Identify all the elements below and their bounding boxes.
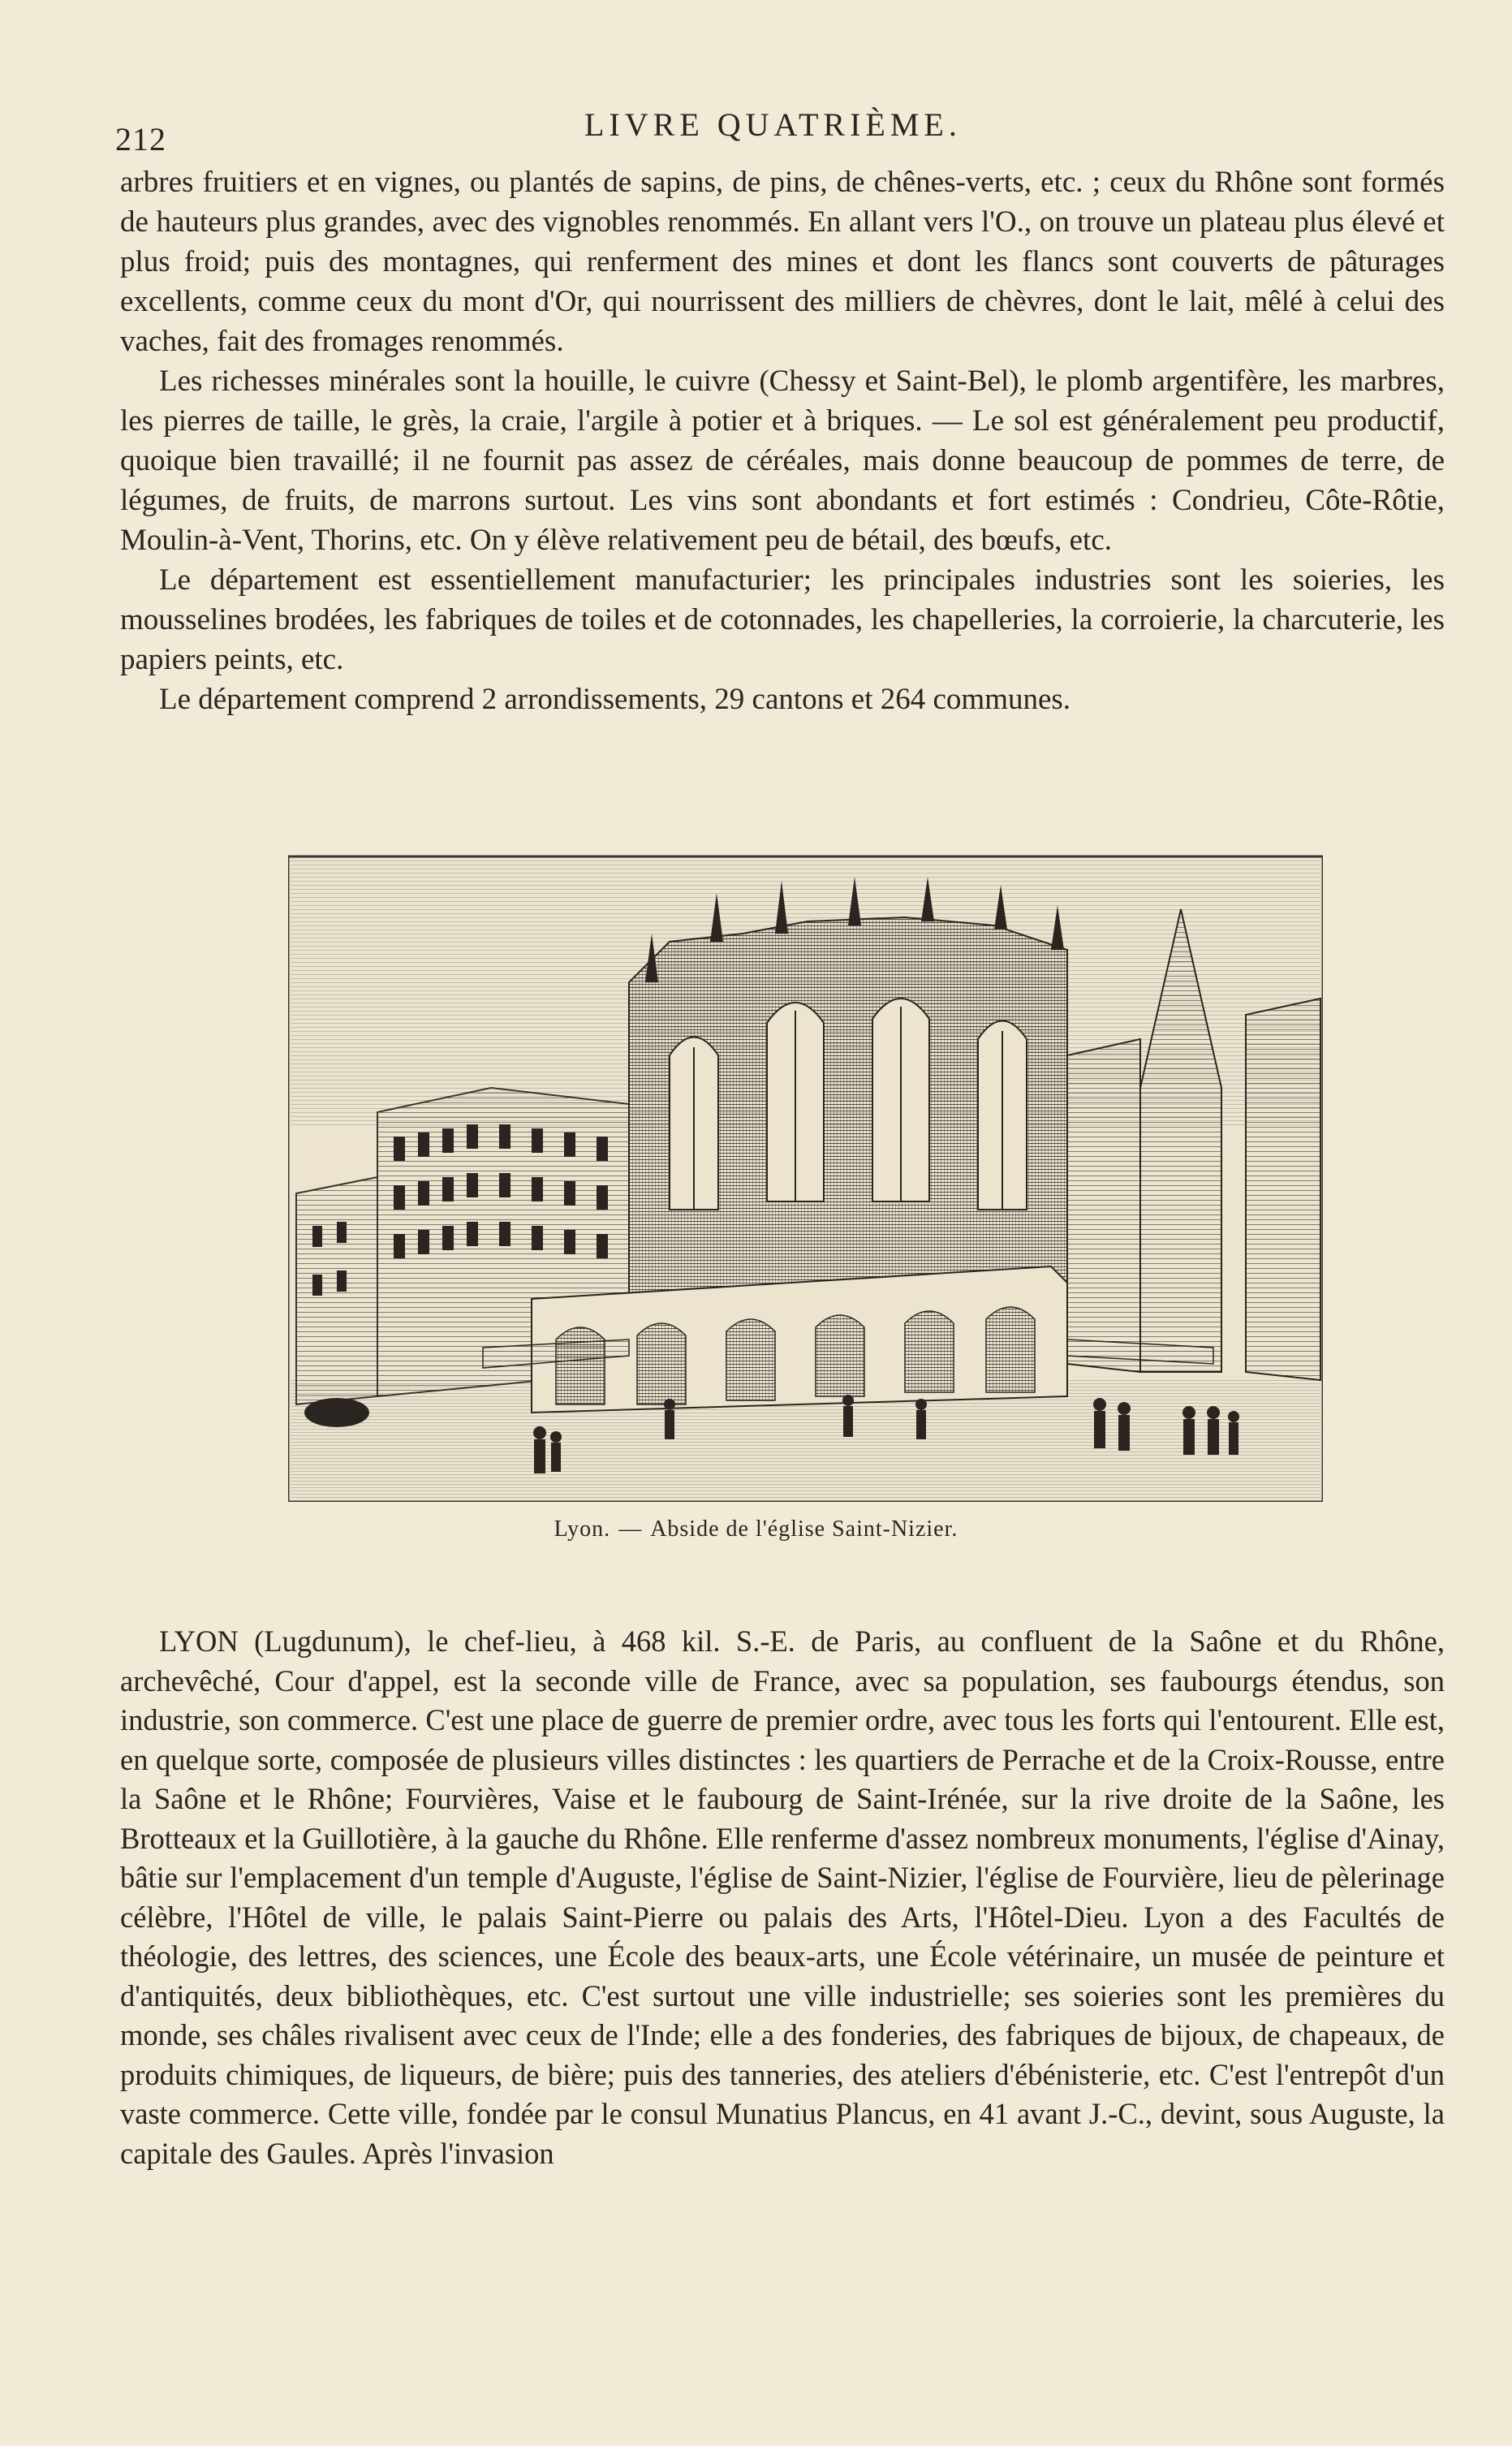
paragraph: LYON (Lugdunum), le chef-lieu, à 468 kil. S.-E. de Paris, au confluent de la Saône et du Rhône, archevêché, Cour d'appel, est la seconde ville de France, avec sa population, ses faubourgs étendus, son industrie, son commerce. C'est une place de guerre de premier ordre, avec tous les forts qui l'entourent. Elle est, en quelque sorte, composée de plusieurs villes distinctes : les quartiers de Perrache et de la Croix-Rousse, entre la Saône et le Rhône; Fourvières, Vaise et le faubourg de Saint-Irénée, sur la rive droite de la Saône, les Brotteaux et la Guillotière, à la gauche du Rhône. Elle renferme d'assez nombreux monuments, l'église d'Ainay, bâtie sur l'emplacement d'un temple d'Auguste, l'église de Saint-Nizier, l'église de Fourvière, lieu de pèlerinage célèbre, l'Hôtel de ville, le palais Saint-Pierre ou palais des Arts, l'Hôtel-Dieu. Lyon a des Facultés de théologie, des lettres, des sciences, une École des beaux-arts, une École vétérinaire, un musée de peinture et d'antiquités, deux bibliothèques, etc. C'est surtout une ville industrielle; ses soieries sont les premières du monde, ses châles rivalisent avec ceux de l'Inde; elle a des fonderies, des fabriques de bijoux, de chapeaux, de produits chimiques, de liqueurs, de bière; puis des tanneries, des ateliers d'ébénisterie, etc. C'est l'entrepôt d'un vaste commerce. Cette ville, fondée par le consul Munatius Plancus, en 41 avant J.-C., devint, sous Auguste, la capitale des Gaules. Après l'invasion: [120, 1624, 1445, 2170]
caption-place: Lyon.: [554, 1516, 611, 1542]
lower-text-block: [120, 1622, 1445, 2173]
paragraph: arbres fruitiers et en vignes, ou plantés de sapins, de pins, de chênes-verts, etc. ; ceux du Rhône sont formés de hauteurs plus grandes, avec des vignobles renommés. En allant vers l'O., on trouve un plateau plus élevé et plus froid; puis des montagnes, qui renferment des mines et dont les flancs sont couverts de pâturages excellents, comme ceux du mont d'Or, qui nourrissent des milliers de chèvres, dont le lait, mêlé à celui des vaches, fait des fromages renommés.: [120, 166, 1445, 358]
paragraph: Le département comprend 2 arrondissements, 29 cantons et 264 communes.: [159, 683, 1071, 716]
caption-title: Abside de l'église Saint-Nizier.: [650, 1516, 958, 1542]
figure-caption: [0, 1516, 1512, 1542]
caption-dash: —: [618, 1516, 643, 1542]
running-title: LIVRE QUATRIÈME.: [584, 106, 962, 143]
engraving-saint-nizier-church-icon: [288, 844, 1323, 1502]
page-number: 212: [115, 121, 166, 157]
paragraph: Le département est essentiellement manufacturier; les principales industries sont les soieries, les mousselines brodées, les fabriques de toiles et de cotonnades, les chapelleries, la corroierie, la charcuterie, les papiers peints, etc.: [120, 563, 1445, 676]
paragraph: Les richesses minérales sont la houille, le cuivre (Chessy et Saint-Bel), le plomb argentifère, les marbres, les pierres de taille, le grès, la craie, l'argile à potier et à briques. — Le sol est généralement peu productif, quoique bien travaillé; il ne fournit pas assez de céréales, mais donne beaucoup de pommes de terre, de légumes, de fruits, de marrons surtout. Les vins sont abondants et fort estimés : Condrieu, Côte-Rôtie, Moulin-à-Vent, Thorins, etc. On y élève relativement peu de bétail, des bœufs, etc.: [120, 365, 1445, 557]
page-header: [0, 106, 1512, 157]
upper-text-block: [120, 162, 1445, 719]
